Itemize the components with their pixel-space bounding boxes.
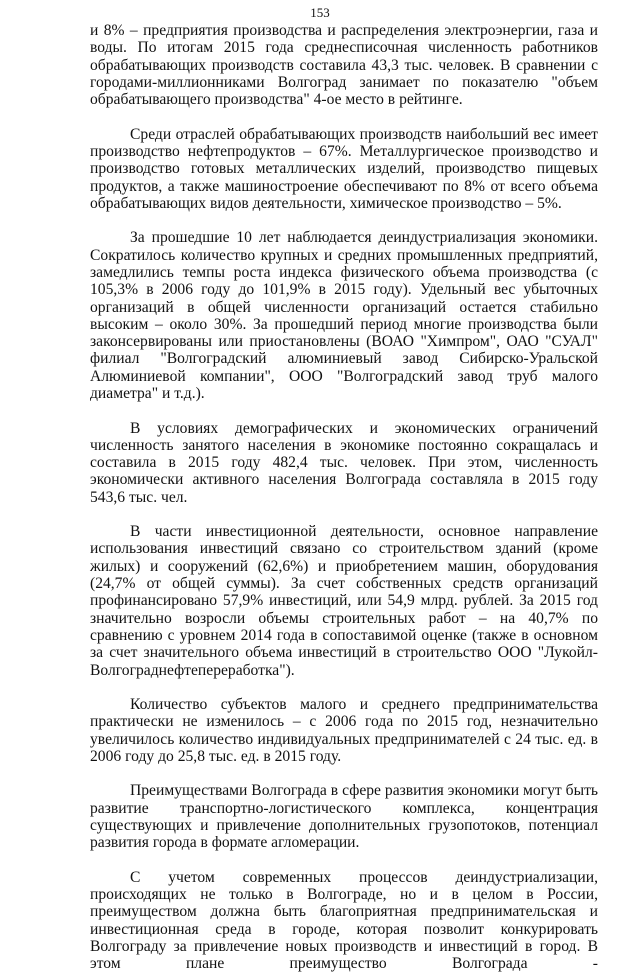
paragraph-employment: В условиях демографических и экономических ограничений численность занятого населения в экономике постоянно сокращалась и составила в 2015 году 482,4 тыс. человек. При этом, численность экономически активного населения Волгограда составляла в 2015 году 543,6 тыс. чел. [90,419,598,506]
page-number: 153 [310,5,330,20]
document-body [90,22,598,973]
paragraph-advantages: Преимуществами Волгограда в сфере развития экономики могут быть развитие транспортно-логистического комплекса, концентрация существующих и привлечение дополнительных грузопотоков, потенциал развития города в формате агломерации. [90,782,598,852]
paragraph-deindustrialization: За прошедшие 10 лет наблюдается деиндустриализация экономики. Сократилось количество крупных и средних промышленных предприятий, замедлились темпы роста индекса физического объема производства (с 105,3% в 2006 году до 101,9% в 2015 году). Удельный вес убыточных организаций в общей численности организаций остается стабильно высоким – около 30%. За прошедший период многие производства были законсервированы или приостановлены (ВОАО "Химпром", ОАО "СУАЛ" филиал "Волгоградский алюминиевый завод Сибирско-Уральской Алюминиевой компании", ООО "Волгоградский завод труб малого диаметра" и т.д.). [90,229,598,403]
paragraph-manufacturing-structure: Среди отраслей обрабатывающих производств наибольший вес имеет производство нефтепродуктов – 67%. Металлургическое производство и производство готовых металлических изделий, производство пищевых продуктов, а также машиностроение обеспечивают по 8% от всего объема обрабатывающих видов деятельности, химическое производство – 5%. [90,125,598,212]
paragraph-investment: В части инвестиционной деятельности, основное направление использования инвестиций связано со строительством зданий (кроме жилых) и сооружений (62,6%) и приобретением машин, оборудования (24,7% от общей суммы). За счет собственных средств организаций профинансировано 57,9% инвестиций, или 54,9 млрд. рублей. За 2015 год значительно возросли объемы строительных работ – на 40,7% по сравнению с уровнем 2014 года в сопоставимой оценке (также в основном за счет значительного объема инвестиций в строительство ООО "Лукойл-Волгограднефтепереработка"). [90,523,598,679]
paragraph-small-business: Количество субъектов малого и среднего предпринимательства практически не изменилось – с 2006 года по 2015 год, незначительно увеличилось количество индивидуальных предпринимателей с 24 тыс. ед. в 2006 году до 25,8 тыс. ед. в 2015 году. [90,696,598,765]
paragraph-industry-share: и 8% – предприятия производства и распределения электроэнергии, газа и воды. По итогам 2015 года среднесписочная численность работников обрабатывающих производств составила 43,3 тыс. человек. В сравнении с городами-миллионниками Волгоград занимает по показателю "объем обрабатывающего производства" 4-ое место в рейтинге. [90,22,598,109]
paragraph-investment-climate: С учетом современных процессов деиндустриализации, происходящих не только в Волгограде, но и в целом в России, преимуществом должна быть благоприятная предпринимательская и инвестиционная среда в городе, которая позволит конкурировать Волгограду за привлечение новых производств и инвестиций в город. В этом плане преимущество Волгограда - [90,868,598,973]
